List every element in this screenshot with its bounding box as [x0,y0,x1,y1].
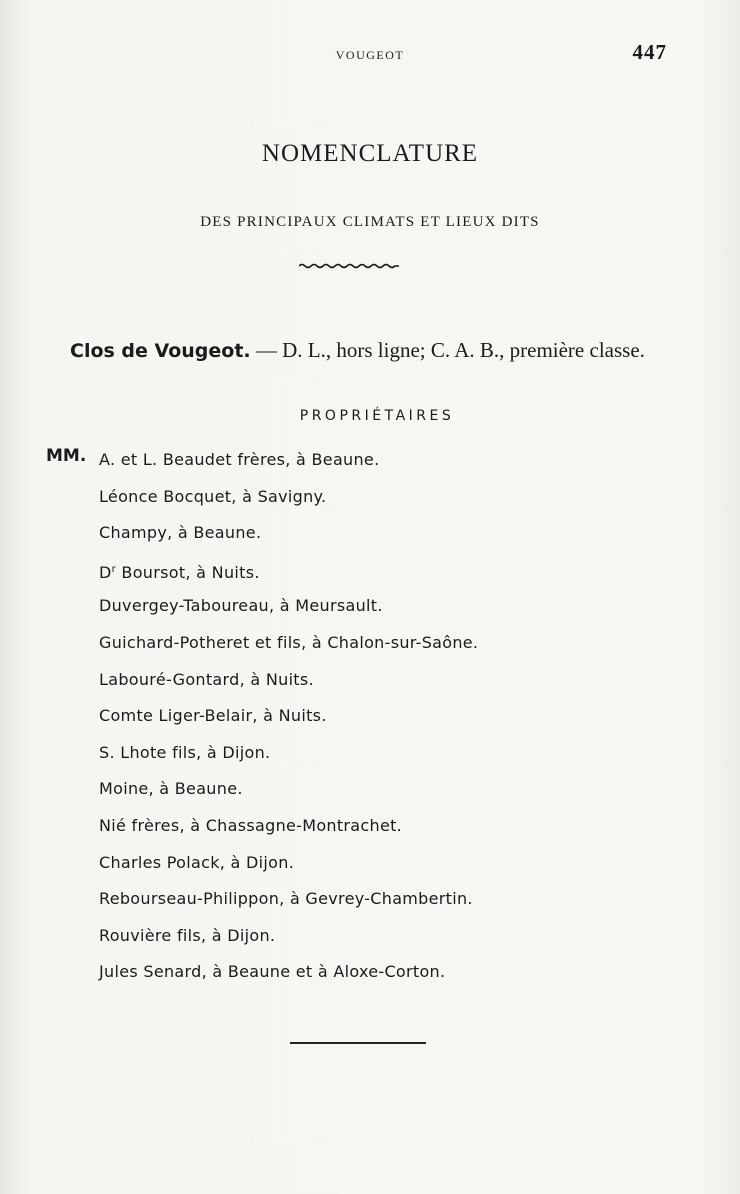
owner-item: Jules Senard, à Beaune et à Aloxe-Corton. [99,962,446,982]
owner-title-superscript: r [111,563,117,575]
owner-item: Nié frères, à Chassagne-Montrachet. [99,815,403,835]
owners-prefix: MM. [46,446,87,466]
owner-item: Charles Polack, à Dijon. [99,852,295,872]
owner-item: Moine, à Beaune. [99,779,243,799]
entry-name: Clos de Vougeot. [70,340,251,362]
owner-item: Duvergey-Taboureau, à Meursault. [99,596,383,616]
owner-item: Champy, à Beaune. [99,523,262,543]
entry-description: — D. L., hors ligne; C. A. B., première classe. [250,338,645,362]
page-subtitle: DES PRINCIPAUX CLIMATS ET LIEUX DITS [200,214,540,230]
owner-item: Guichard-Potheret et fils, à Chalon-sur-Saône. [99,632,479,652]
owner-item [99,557,478,594]
owner-item: Comte Liger-Belair, à Nuits. [99,706,327,726]
owner-title-abbrev: D [99,562,112,582]
section-heading: PROPRIÉTAIRES [299,408,455,424]
wavy-rule-ornament [299,261,399,271]
page-title: NOMENCLATURE [261,140,479,167]
owner-item: Labouré-Gontard, à Nuits. [99,669,314,689]
owner-item: S. Lhote fils, à Dijon. [99,742,271,762]
running-head: VOUGEOT [335,48,405,62]
owner-item: Léonce Bocquet, à Savigny. [99,486,327,506]
owner-item: Rouvière fils, à Dijon. [99,925,276,945]
owner-item: Rebourseau-Philippon, à Gevrey-Chambertin. [99,889,473,909]
owner-name: Boursot, à Nuits. [116,562,260,582]
page-number: 447 [632,40,667,64]
owner-item: A. et L. Beaudet frères, à Beaune. [99,450,380,469]
entry-paragraph [70,336,672,366]
closing-rule [290,1042,426,1044]
owners-list [99,447,478,996]
